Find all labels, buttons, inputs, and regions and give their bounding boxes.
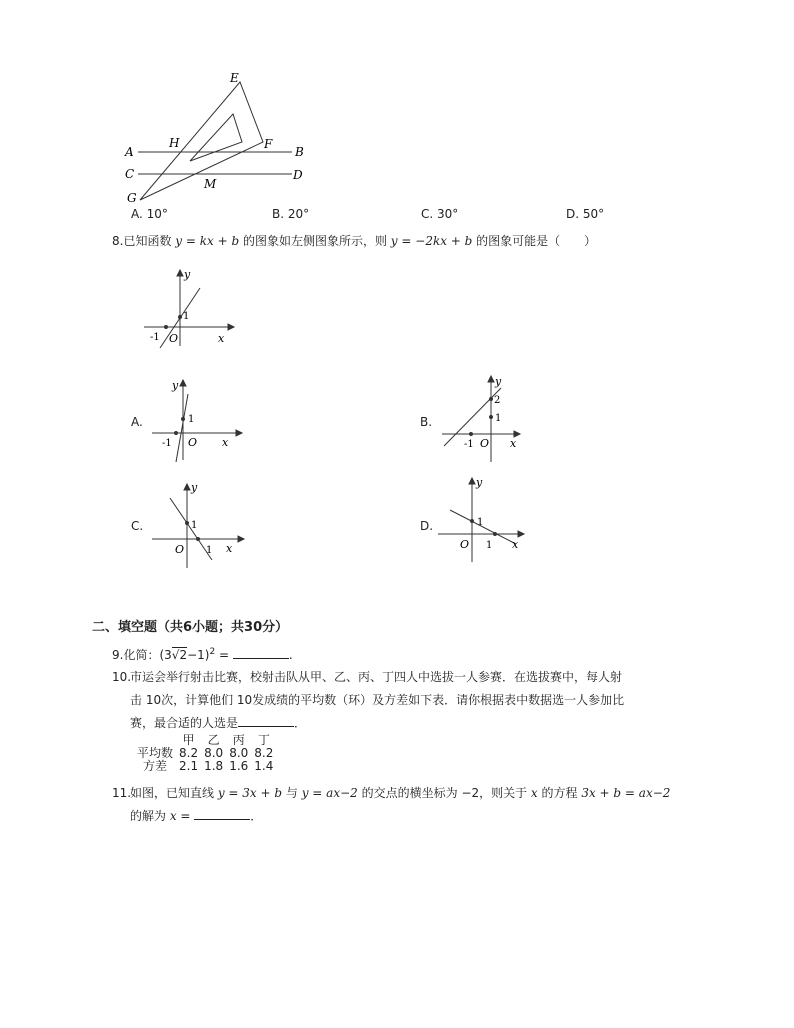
q7-option-b: B. 20° — [272, 207, 310, 221]
q8-formula-2: y = −2kx + b — [390, 234, 473, 248]
q10-line2: 击 10次，计算他们 10发成绩的平均数（环）及方差如下表．请你根据表中数据选一人参加比 — [130, 693, 625, 707]
q9-equals: = — [215, 648, 233, 662]
inner-triangle — [190, 114, 242, 161]
svg-text:O: O — [169, 332, 179, 345]
svg-text:1: 1 — [191, 520, 198, 531]
svg-text:O: O — [188, 436, 198, 449]
table-row: 方差 2.1 1.8 1.6 1.4 — [143, 759, 274, 773]
svg-text:y: y — [476, 476, 483, 489]
q8-number: 8. — [112, 234, 124, 248]
q9-end: . — [288, 648, 293, 662]
q8-option-d-graph[interactable] — [436, 474, 528, 566]
q10-answer-blank[interactable] — [238, 714, 294, 727]
q10-line3: 赛，最合适的人选是 ． — [130, 716, 307, 730]
label-f: F — [264, 137, 273, 151]
label-e: E — [230, 71, 239, 85]
q11-number: 11. — [112, 786, 132, 800]
q7-option-d: D. 50° — [566, 207, 605, 221]
q8-text-c: 的图象可能是（ ） — [472, 234, 597, 248]
svg-text:2: 2 — [494, 395, 501, 406]
svg-text:O: O — [460, 538, 470, 551]
q11-answer-blank[interactable] — [194, 807, 250, 820]
q8-option-c-label: C. — [131, 519, 144, 533]
table-header-row: 甲 乙 丙 丁 — [182, 733, 270, 747]
svg-text:1: 1 — [477, 517, 484, 528]
svg-text:O: O — [175, 543, 185, 556]
q11-line1: 如图，已知直线 y = 3x + b 与 y = ax−2 的交点的横坐标为 −2，则关于 x 的方程 3x + b = ax−2 — [130, 786, 671, 800]
svg-text:1: 1 — [183, 311, 190, 322]
svg-text:1: 1 — [486, 540, 493, 551]
label-c: C — [125, 167, 135, 181]
section-title: 二、填空题（共6小题；共30分） — [92, 620, 289, 635]
svg-text:1: 1 — [206, 545, 213, 556]
q10-number: 10. — [112, 670, 132, 684]
q8-option-c-graph[interactable] — [150, 478, 250, 570]
q7-option-c: C. 30° — [421, 207, 459, 221]
label-d: D — [293, 168, 303, 182]
svg-text:1: 1 — [188, 414, 195, 425]
svg-text:x: x — [226, 542, 233, 555]
q8-option-a-graph[interactable] — [148, 372, 248, 464]
svg-text:x: x — [510, 437, 517, 450]
svg-text:-1: -1 — [464, 439, 474, 450]
q9-number: 9. — [112, 648, 124, 662]
q8-reference-graph — [140, 264, 240, 348]
table-row: 平均数 8.2 8.0 8.0 8.2 — [137, 746, 274, 760]
svg-text:x: x — [218, 332, 225, 345]
q9-sqrt: √2 — [171, 648, 188, 662]
label-a: A — [125, 145, 134, 159]
svg-text:y: y — [191, 481, 198, 494]
q8-option-b-graph[interactable] — [440, 372, 524, 464]
svg-text:x: x — [512, 538, 519, 551]
q7-option-a: A. 10° — [131, 207, 168, 221]
q9-expr-b: −1) — [187, 648, 210, 662]
q8-stem — [112, 231, 596, 251]
label-m: M — [204, 177, 217, 191]
q9-expr-a: (3 — [159, 648, 172, 662]
score-table — [134, 734, 276, 773]
svg-text:-1: -1 — [162, 438, 172, 449]
svg-text:x: x — [222, 436, 229, 449]
label-h: H — [169, 136, 180, 150]
svg-text:y: y — [495, 375, 502, 388]
q8-option-b-label: B. — [420, 415, 433, 429]
svg-text:y: y — [184, 268, 191, 281]
svg-text:-1: -1 — [150, 332, 160, 343]
svg-text:y: y — [172, 379, 179, 392]
q10-line1: 市运会举行射击比赛，校射击队从甲、乙、丙、丁四人中选拔一人参赛．在选拔赛中，每人射 — [130, 670, 623, 684]
label-b: B — [295, 145, 304, 159]
outer-triangle — [140, 82, 263, 200]
q9-exponent: 2 — [209, 647, 216, 657]
q11-line2: 的解为 x = ． — [130, 809, 263, 823]
q9-answer-blank[interactable] — [233, 646, 289, 659]
q9-text: 化简： — [123, 648, 160, 662]
q8-option-d-label: D. — [420, 519, 434, 533]
q8-text-a: 已知函数 — [123, 234, 176, 248]
label-g: G — [127, 191, 137, 205]
q8-formula-1: y = kx + b — [175, 234, 240, 248]
q9 — [112, 642, 293, 665]
q7-figure — [118, 68, 318, 208]
svg-text:O: O — [480, 437, 490, 450]
q8-text-b: 的图象如左侧图象所示，则 — [239, 234, 391, 248]
q8-option-a-label: A. — [131, 415, 143, 429]
graph-line — [176, 394, 188, 462]
svg-text:1: 1 — [495, 413, 502, 424]
